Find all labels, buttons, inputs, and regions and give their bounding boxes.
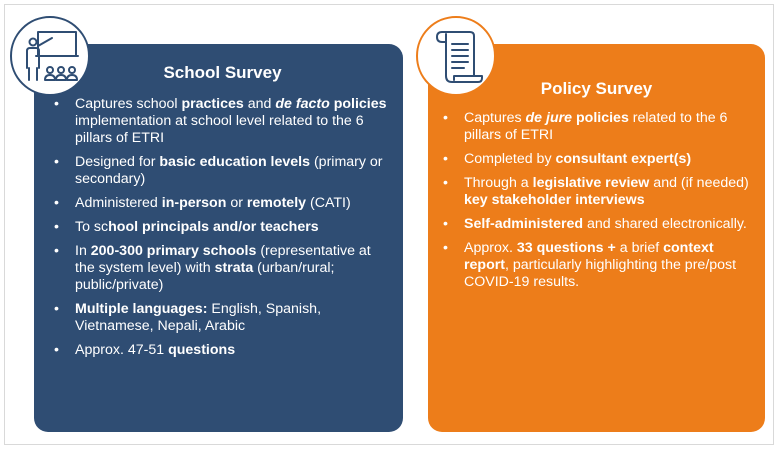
school-survey-list: [54, 96, 393, 366]
scroll-document-icon: [416, 16, 496, 96]
policy-survey-title: Policy Survey: [540, 79, 653, 98]
school-survey-title: School Survey: [163, 63, 282, 82]
bullet-item: • Captures de jure policies related to the 6 pillars of ETRI: [443, 110, 755, 144]
bullet-item: • Completed by consultant expert(s): [443, 151, 755, 168]
classroom-teacher-icon: [10, 16, 90, 96]
bullet-item: • Designed for basic education levels (primary or secondary): [54, 154, 393, 188]
bullet-item: • To school principals and/or teachers: [54, 219, 393, 236]
bullet-item: • In 200-300 primary schools (representative at the system level) with strata (urban/rural; public/private): [54, 243, 393, 294]
policy-survey-card: [428, 44, 765, 432]
policy-survey-list: [443, 110, 755, 298]
bullet-item: • Multiple languages: English, Spanish, Vietnamese, Nepali, Arabic: [54, 301, 393, 335]
bullet-item: • Approx. 33 questions + a brief context report, particularly highlighting the pre/post COVID-19 results.: [443, 240, 755, 291]
bullet-item: • Through a legislative review and (if needed) key stakeholder interviews: [443, 175, 755, 209]
bullet-item: • Administered in-person or remotely (CATI): [54, 195, 393, 212]
bullet-item: • Captures school practices and de facto policies implementation at school level related to the 6 pillars of ETRI: [54, 96, 393, 147]
bullet-item: • Self-administered and shared electronically.: [443, 216, 755, 233]
bullet-item: • Approx. 47-51 questions: [54, 342, 393, 359]
school-survey-card: [34, 44, 403, 432]
